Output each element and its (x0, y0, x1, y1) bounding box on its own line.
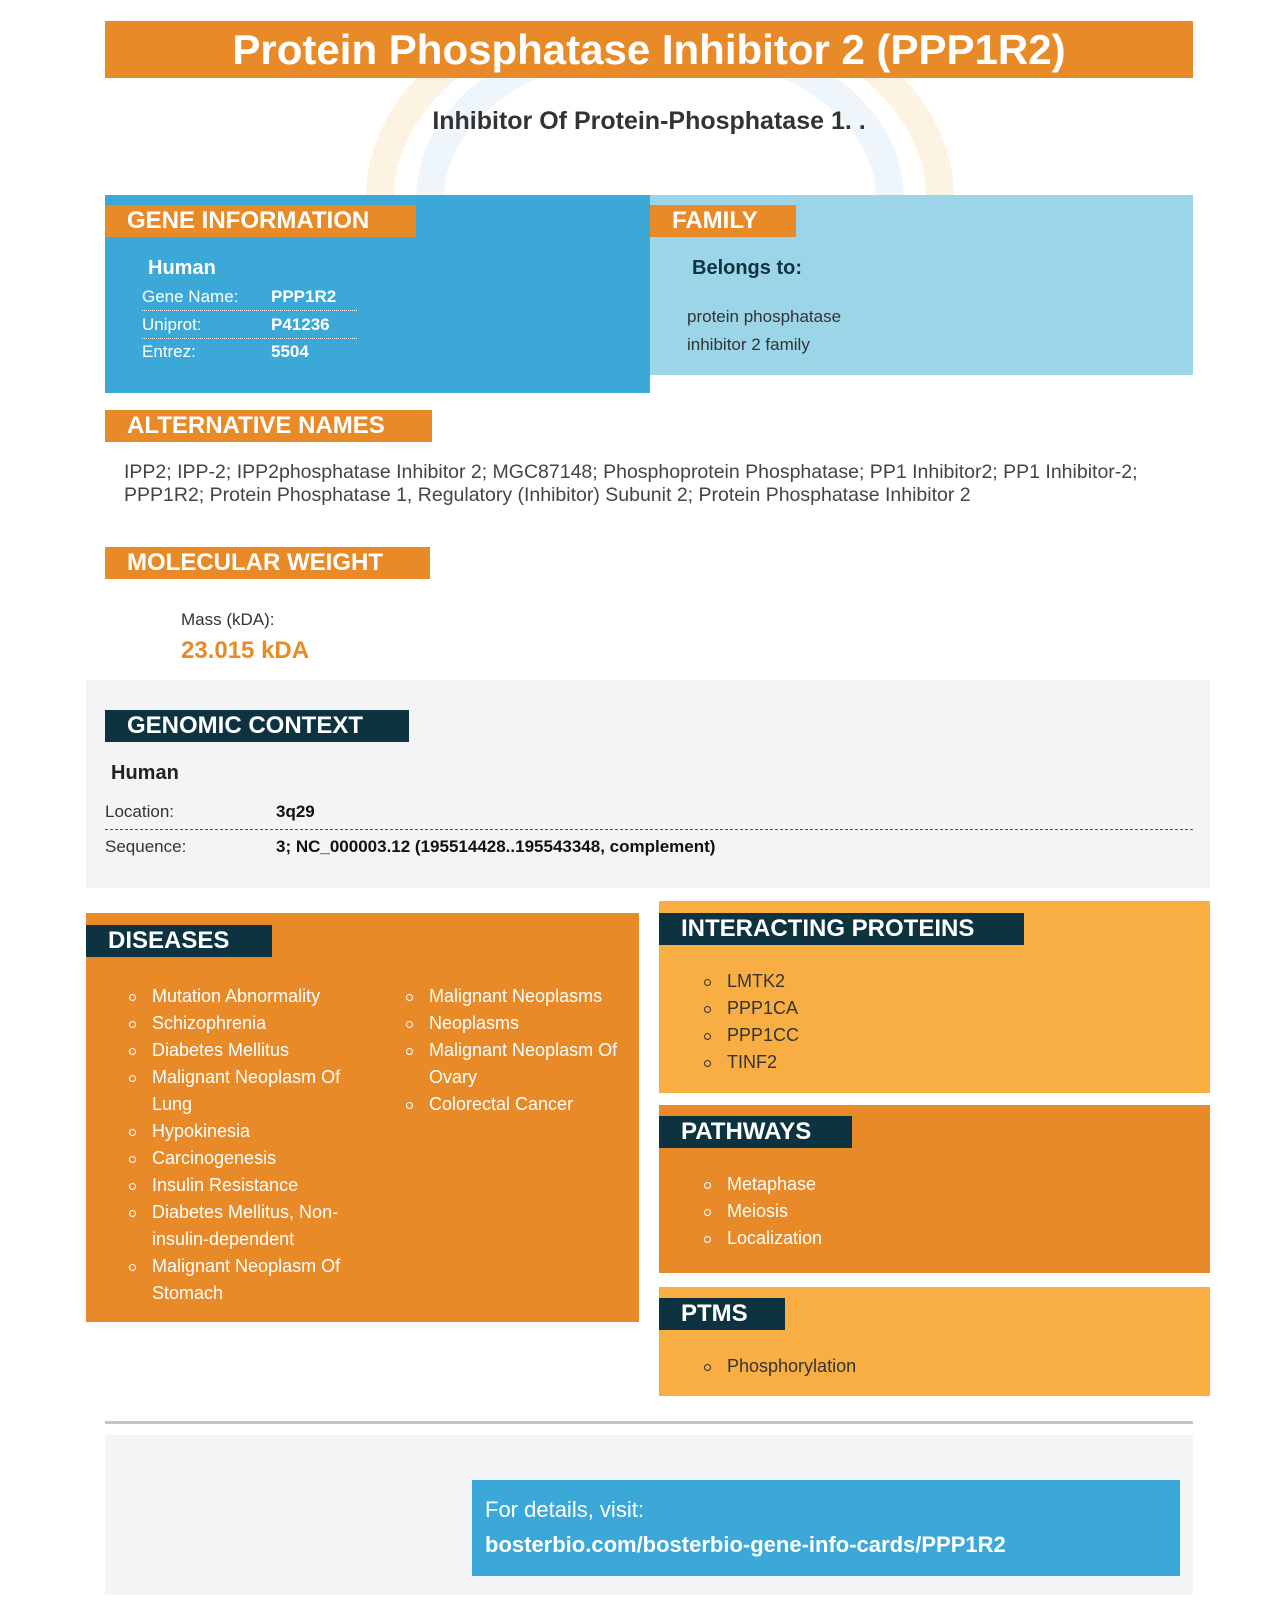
disease-item: Malignant Neoplasm Of Ovary (403, 1037, 618, 1091)
page-title: Protein Phosphatase Inhibitor 2 (PPP1R2) (105, 21, 1193, 78)
diseases-panel (86, 913, 639, 1322)
protein-item: PPP1CA (701, 995, 1001, 1022)
entrez-label: Entrez: (142, 342, 196, 361)
disease-item: Schizophrenia (126, 1010, 346, 1037)
pathways-heading: PATHWAYS (659, 1116, 852, 1148)
disease-item: Neoplasms (403, 1010, 618, 1037)
alternative-names-heading: ALTERNATIVE NAMES (105, 410, 432, 442)
genomic-context-heading: GENOMIC CONTEXT (105, 710, 409, 742)
entrez-value: 5504 (271, 342, 309, 361)
family-heading: FAMILY (650, 205, 796, 237)
molecular-weight-heading: MOLECULAR WEIGHT (105, 547, 430, 579)
interacting-proteins-panel (659, 901, 1210, 1093)
location-row (105, 798, 1193, 830)
pathway-item: Localization (701, 1225, 1001, 1252)
disease-item: Diabetes Mellitus (126, 1037, 346, 1064)
diseases-list-col1 (126, 983, 346, 1307)
genomic-context-panel (86, 680, 1210, 888)
disease-item: Malignant Neoplasm Of Stomach (126, 1253, 346, 1307)
ptm-item: Phosphorylation (701, 1353, 1001, 1380)
details-link-box[interactable] (472, 1480, 1180, 1576)
gene-information-heading: GENE INFORMATION (105, 205, 416, 237)
location-label: Location: (105, 802, 174, 821)
page-subtitle: Inhibitor Of Protein-Phosphatase 1. . (432, 107, 866, 135)
interacting-proteins-list (701, 968, 1001, 1076)
disease-item: Malignant Neoplasms (403, 983, 618, 1010)
disease-item: Hypokinesia (126, 1118, 346, 1145)
gene-name-value: PPP1R2 (271, 287, 337, 306)
sequence-label: Sequence: (105, 837, 187, 856)
disease-item: Malignant Neoplasm Of Lung (126, 1064, 346, 1118)
gene-species: Human (148, 257, 216, 279)
disease-item: Colorectal Cancer (403, 1091, 618, 1118)
pathway-item: Metaphase (701, 1171, 1001, 1198)
disease-item: Diabetes Mellitus, Non-insulin-dependent (126, 1199, 346, 1253)
watermark-logo (360, 78, 960, 198)
protein-item: TINF2 (701, 1049, 1001, 1076)
disease-item: Carcinogenesis (126, 1145, 346, 1172)
mass-value: 23.015 kDA (181, 637, 310, 664)
gene-name-label: Gene Name: (142, 287, 239, 306)
sequence-value: 3; NC_000003.12 (195514428..195543348, complement) (276, 837, 716, 856)
diseases-list-col2 (403, 983, 618, 1118)
uniprot-label: Uniprot: (142, 315, 202, 334)
pathways-list (701, 1171, 1001, 1252)
mass-label: Mass (kDA): (181, 610, 275, 629)
interacting-proteins-heading: INTERACTING PROTEINS (659, 913, 1024, 945)
details-label: For details, visit: (485, 1497, 644, 1522)
gene-name-row (142, 283, 357, 311)
pathway-item: Meiosis (701, 1198, 1001, 1225)
genomic-species: Human (111, 762, 179, 784)
family-panel (650, 195, 1193, 375)
family-name-line2: inhibitor 2 family (687, 335, 810, 354)
sequence-row (105, 833, 1193, 863)
details-link[interactable]: bosterbio.com/bosterbio-gene-info-cards/PPP1R2 (485, 1532, 1006, 1557)
gene-information-panel (105, 195, 650, 393)
divider (105, 1421, 1193, 1424)
ptms-panel (659, 1287, 1210, 1396)
protein-item: PPP1CC (701, 1022, 1001, 1049)
ptms-heading: PTMS (659, 1298, 785, 1330)
diseases-heading: DISEASES (86, 925, 272, 957)
entrez-row (142, 338, 357, 366)
disease-item: Mutation Abnormality (126, 983, 346, 1010)
pathways-panel (659, 1105, 1210, 1273)
belongs-to-label: Belongs to: (692, 257, 802, 279)
ptms-list (701, 1353, 1001, 1380)
alternative-names-text: IPP2; IPP-2; IPP2phosphatase Inhibitor 2; MGC87148; Phosphoprotein Phosphatase; PP1 Inhibitor2; PP1 Inhibitor-2; PPP1R2; Protein Phosphatase 1, Regulatory (Inhibitor) Subunit 2; Protein Phosphatase Inhibitor 2 (124, 461, 1138, 506)
uniprot-value: P41236 (271, 315, 330, 334)
family-name-line1: protein phosphatase (687, 307, 842, 326)
disease-item: Insulin Resistance (126, 1172, 346, 1199)
protein-item: LMTK2 (701, 968, 1001, 995)
uniprot-row (142, 311, 357, 339)
location-value: 3q29 (276, 802, 315, 821)
